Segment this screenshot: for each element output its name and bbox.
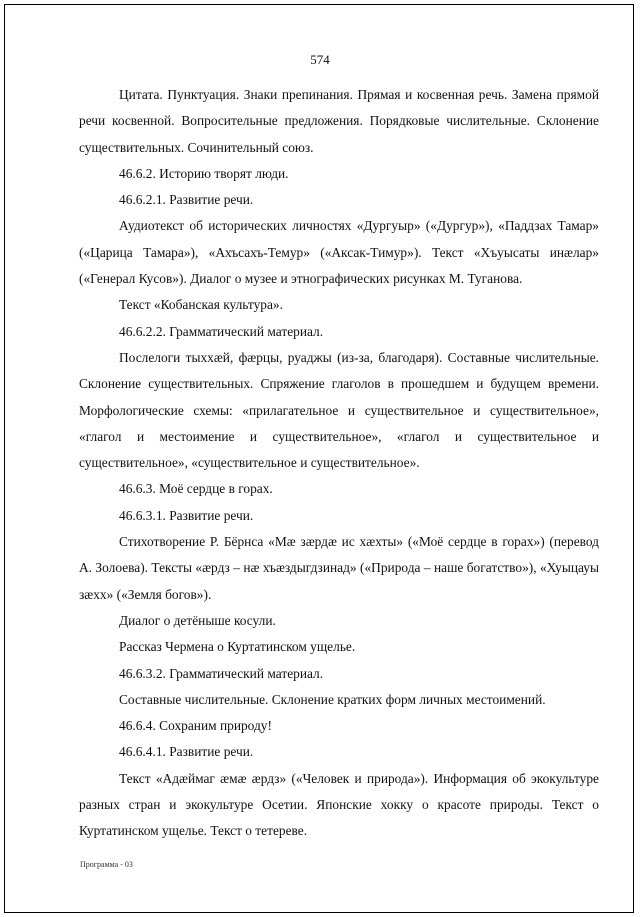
paragraph-audiotext: Аудиотекст об исторических личностях «Дургуыр» («Дургур»), «Паддзах Тамар» («Царица Тамара»), «Ахъсахъ-Темур» («Аксак-Тимур»). Текст «Хъуысаты инæлар» («Генерал Кусов»). Диалог о музее и этнографических рисунках М. Туганова.: [79, 218, 599, 287]
subsection-heading-46-6-3-1: 46.6.3.1. Развитие речи.: [119, 507, 254, 523]
paragraph-intro-topics: Цитата. Пунктуация. Знаки препинания. Прямая и косвенная речь. Замена прямой речи косвенной. Вопросительные предложения. Порядковые числительные. Склонение существительных. Сочинительный союз.: [79, 87, 599, 155]
section-heading-46-6-2: 46.6.2. Историю творят люди.: [119, 165, 289, 181]
paragraph-burns-poem: Стихотворение Р. Бёрнса «Мæ зæрдæ ис хæхты» («Моё сердце в горах») (перевод А. Золоева). Тексты «æрдз – нæ хъæздыгдзинад» («Природа – наше богатство»), «Хуыцауы зæхх» («Земля богов»).: [79, 534, 599, 602]
paragraph-numerals-pronouns: Составные числительные. Склонение кратких форм личных местоимений.: [119, 691, 546, 707]
paragraph-chermen-story: Рассказ Чермена о Куртатинском ущелье.: [119, 639, 356, 655]
section-heading-46-6-3: 46.6.3. Моё сердце в горах.: [119, 481, 273, 497]
page-number: 574: [310, 52, 330, 67]
section-heading-46-6-4: 46.6.4. Сохраним природу!: [119, 718, 272, 734]
document-body: [79, 82, 599, 845]
subsection-heading-46-6-2-1: 46.6.2.1. Развитие речи.: [119, 192, 254, 208]
subsection-heading-46-6-2-2: 46.6.2.2. Грамматический материал.: [119, 323, 324, 339]
paragraph-koban-culture: Текст «Кобанская культура».: [119, 297, 283, 313]
paragraph-human-nature: Текст «Адæймаг æмæ æрдз» («Человек и природа»). Информация об экокультуре разных стран и экокультуре Осетии. Японские хокку о красоте природы. Текст о Куртатинском ущелье. Текст о тетереве.: [79, 770, 599, 839]
subsection-heading-46-6-3-2: 46.6.3.2. Грамматический материал.: [119, 665, 324, 681]
page-footer: Программа - 03: [80, 860, 133, 869]
paragraph-grammar-postpositions: Послелоги тыххæй, фæрцы, руаджы (из-за, благодаря). Составные числительные. Склонение существительных. Спряжение глаголов в прошедшем и будущем времени. Морфологические схемы: «прилагательное и существительное и существительное», «глагол и местоимение и существительное», «глагол и существительное и существительное», «существительное и существительное».: [79, 349, 599, 471]
paragraph-roe-dialog: Диалог о детёныше косули.: [119, 612, 276, 628]
subsection-heading-46-6-4-1: 46.6.4.1. Развитие речи.: [119, 744, 254, 760]
